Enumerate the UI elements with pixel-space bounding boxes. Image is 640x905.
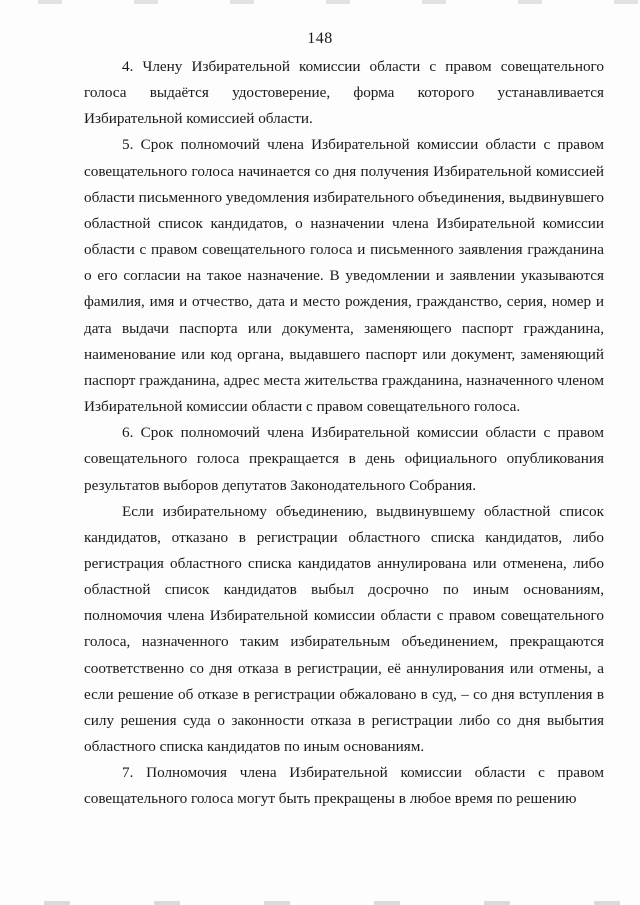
document-body: [84, 54, 604, 813]
paragraph-5: 5. Срок полномочий члена Избирательной комиссии области с правом совещательного голоса начинается со дня получения Избирательной комиссией области письменного уведомления избирательного объединения, выдвинувшего областной список кандидатов, о назначении члена Избирательной комиссии области с правом совещательного голоса и письменного заявления гражданина о его согласии на такое назначение. В уведомлении и заявлении указываются фамилия, имя и отчество, дата и место рождения, гражданство, серия, номер и дата выдачи паспорта или документа, заменяющего паспорт гражданина, наименование или код органа, выдавшего паспорт или документ, заменяющий паспорт гражданина, адрес места жительства гражданина, назначенного членом Избирательной комиссии области с правом совещательного голоса.: [84, 136, 604, 416]
paragraph-4: 4. Члену Избирательной комиссии области с правом совещательного голоса выдаётся удостоверение, форма которого устанавливается Избирательной комиссией области.: [84, 58, 604, 128]
paragraph-7: 7. Полномочия члена Избирательной комиссии области с правом совещательного голоса могут быть прекращены в любое время по решению: [84, 764, 604, 808]
paragraph-6-continued: Если избирательному объединению, выдвинувшему областной список кандидатов, отказано в регистрации областного списка кандидатов, либо регистрация областного списка кандидатов аннулирована или отменена, либо областной список кандидатов выбыл досрочно по иным основаниям, полномочия члена Избирательной комиссии области с правом совещательного голоса, назначенного таким избирательным объединением, прекращаются соответственно со дня отказа в регистрации, её аннулирования или отмены, а если решение об отказе в регистрации обжаловано в суд, – со дня вступления в силу решения суда о законности отказа в регистрации либо со дня выбытия областного списка кандидатов по иным основаниям.: [84, 502, 604, 756]
page-number: 148: [307, 30, 333, 47]
paragraph-6: 6. Срок полномочий члена Избирательной комиссии области с правом совещательного голоса прекращается в день официального опубликования результатов выборов депутатов Законодательного Собрания.: [84, 424, 604, 494]
scan-artifact-bottom: [0, 901, 640, 905]
scan-artifact-top: [0, 0, 640, 4]
